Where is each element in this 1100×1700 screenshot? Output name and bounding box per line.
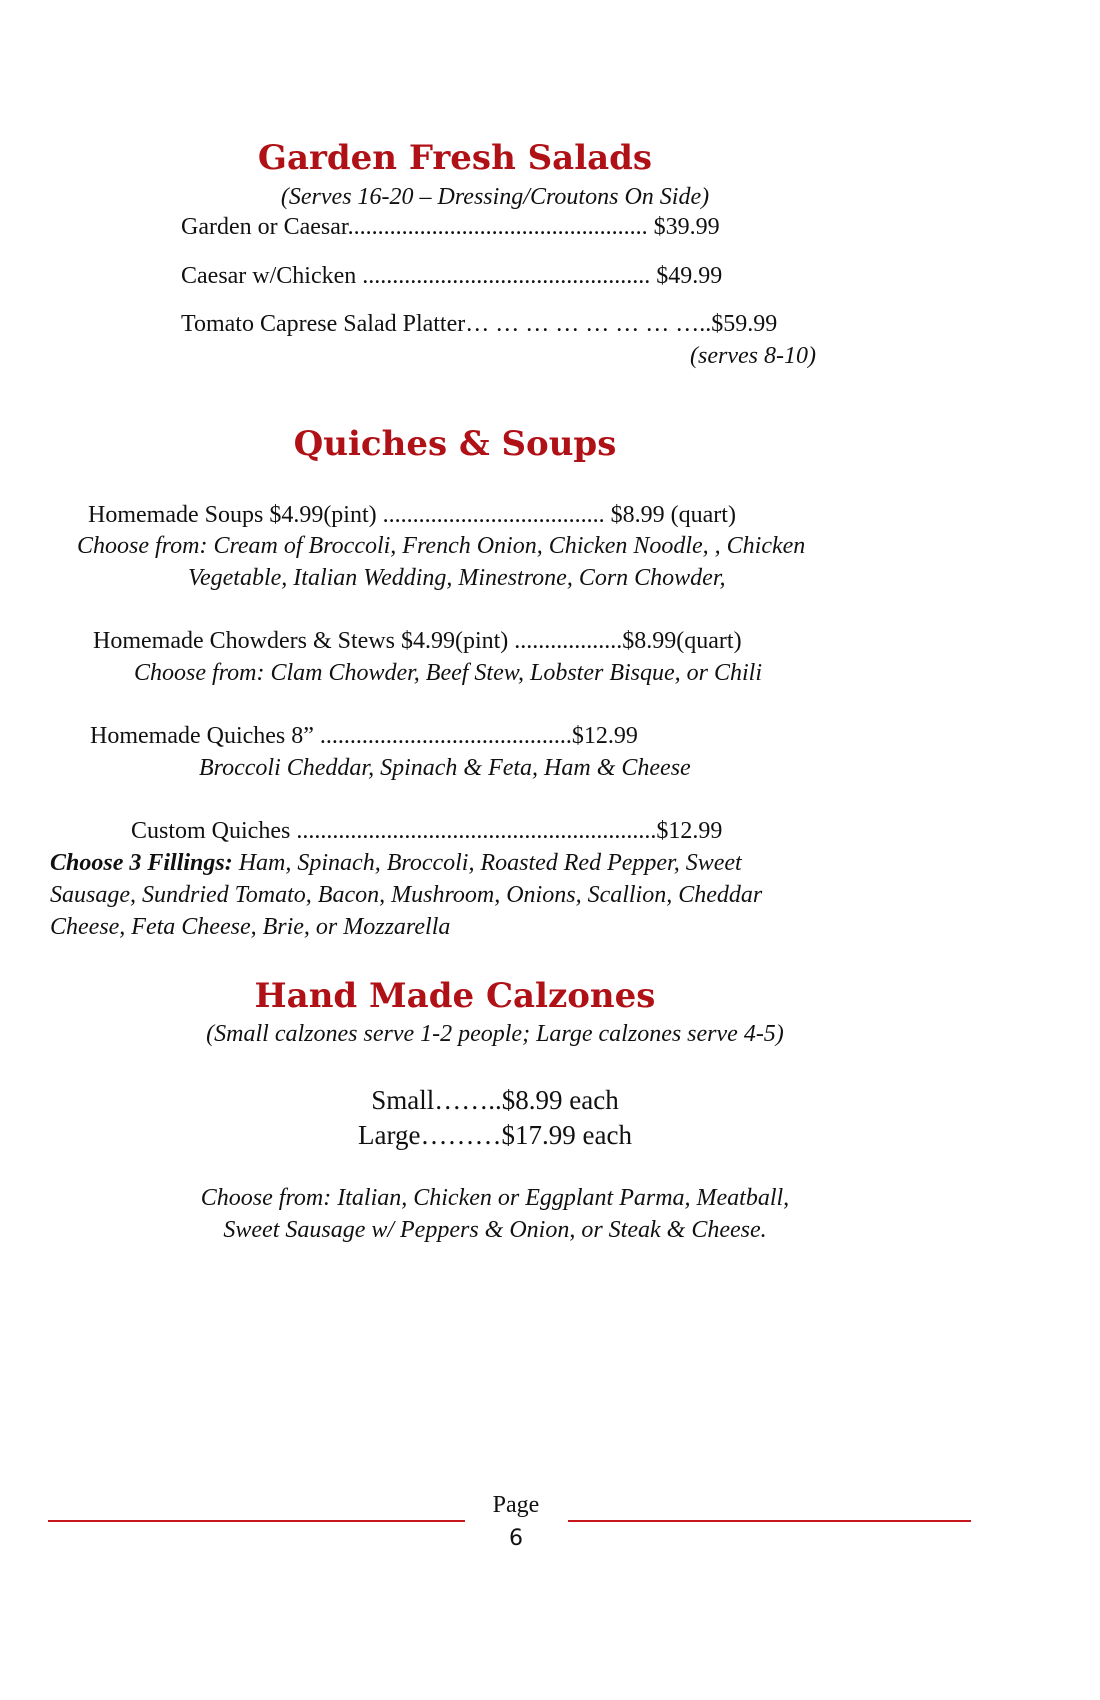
footer-rule-left xyxy=(48,1520,465,1522)
fillings-line-2: Sausage, Sundried Tomato, Bacon, Mushroom, Onions, Scallion, Cheddar xyxy=(50,882,763,908)
soups-choices-2: Vegetable, Italian Wedding, Minestrone, Corn Chowder, xyxy=(188,565,726,591)
salads-subtitle: (Serves 16-20 – Dressing/Croutons On Side) xyxy=(280,184,710,210)
custom-quiches-line: Custom Quiches ............................................................$12.99 xyxy=(131,818,723,844)
chowders-choices: Choose from: Clam Chowder, Beef Stew, Lobster Bisque, or Chili xyxy=(134,660,762,686)
fillings-line-3: Cheese, Feta Cheese, Brie, or Mozzarella xyxy=(50,914,451,940)
salad-item-caesar-chicken: Caesar w/Chicken ................................................ $49.99 xyxy=(181,263,723,289)
soups-line: Homemade Soups $4.99(pint) ..................................... $8.99 (quart) xyxy=(88,502,736,528)
calzones-heading: Hand Made Calzones xyxy=(254,976,656,1016)
calzone-large: Large………$17.99 each xyxy=(358,1120,632,1150)
quiches-choices: Broccoli Cheddar, Spinach & Feta, Ham & Cheese xyxy=(199,755,691,781)
calzones-subtitle: (Small calzones serve 1-2 people; Large calzones serve 4-5) xyxy=(206,1021,784,1047)
salad-item-caprese: Tomato Caprese Salad Platter… … … … … … … …..$59.99 xyxy=(181,311,778,337)
calzones-choices-2: Sweet Sausage w/ Peppers & Onion, or Steak & Cheese. xyxy=(223,1217,767,1243)
fillings-text-1: Ham, Spinach, Broccoli, Roasted Red Pepper, Sweet xyxy=(232,850,742,876)
quiches-line: Homemade Quiches 8” ..........................................$12.99 xyxy=(90,723,638,749)
quiches-soups-heading: Quiches & Soups xyxy=(293,424,617,464)
salad-item-garden: Garden or Caesar.................................................. $39.99 xyxy=(181,214,720,240)
fillings-line-1 xyxy=(50,850,742,877)
page-number: 6 xyxy=(509,1526,523,1551)
soups-choices-1: Choose from: Cream of Broccoli, French Onion, Chicken Noodle, , Chicken xyxy=(77,533,806,559)
salads-heading: Garden Fresh Salads xyxy=(257,138,653,178)
calzones-choices-1: Choose from: Italian, Chicken or Eggplant Parma, Meatball, xyxy=(200,1185,790,1211)
fillings-label: Choose 3 Fillings: xyxy=(50,850,233,876)
footer-rule-right xyxy=(568,1520,971,1522)
calzone-small: Small……..$8.99 each xyxy=(371,1085,619,1115)
page-label: Page xyxy=(492,1492,540,1518)
chowders-line: Homemade Chowders & Stews $4.99(pint) ..................$8.99(quart) xyxy=(93,628,742,654)
caprese-note: (serves 8-10) xyxy=(690,343,816,369)
